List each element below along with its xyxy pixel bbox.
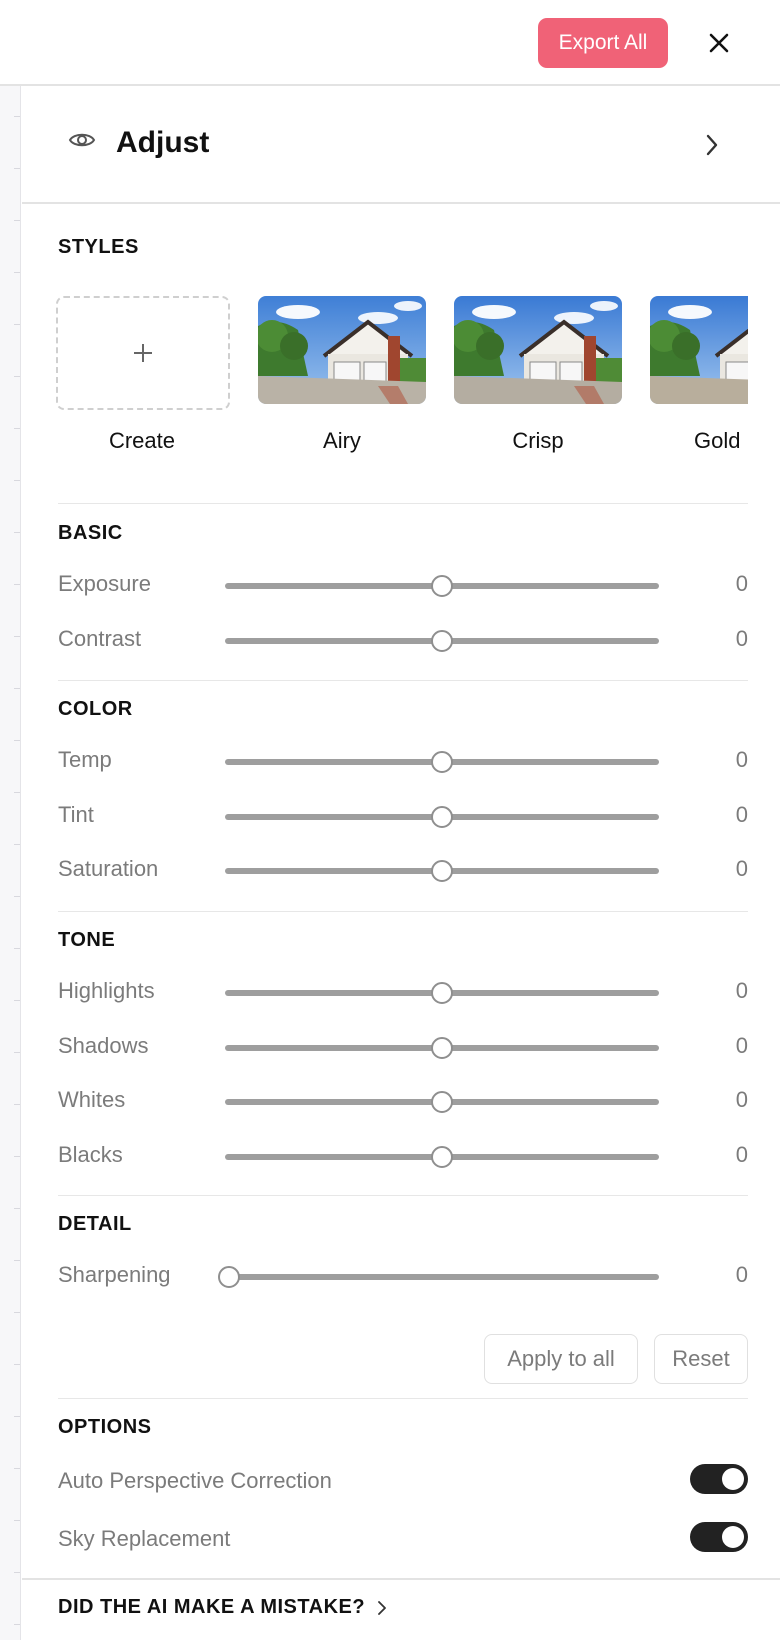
slider-shadows: [58, 1027, 748, 1067]
slider-exposure: [58, 565, 748, 605]
slider-highlights: [58, 972, 748, 1012]
slider-value: 0: [735, 625, 748, 651]
slider-label: Exposure: [58, 571, 151, 596]
slider-label: Highlights: [58, 978, 155, 1003]
slider-value: 0: [735, 801, 748, 827]
panel-footer: [22, 1578, 780, 1640]
tone-heading: TONE: [58, 929, 116, 951]
option-auto-perspective: [58, 1462, 748, 1502]
style-create[interactable]: [58, 296, 226, 453]
chevron-right-icon: [377, 1600, 387, 1616]
slider-value: 0: [735, 747, 748, 772]
slider-label: Contrast: [58, 625, 142, 651]
options-heading: OPTIONS: [58, 1416, 152, 1438]
close-icon: [708, 32, 730, 54]
panel-header: [22, 88, 780, 204]
slider-blacks: [58, 1136, 748, 1176]
background-tick: [14, 1000, 20, 1001]
apply-to-all-button[interactable]: Apply to all: [484, 1334, 638, 1384]
slider-handle[interactable]: [218, 1266, 240, 1288]
auto-perspective-toggle[interactable]: [690, 1464, 748, 1494]
style-gold[interactable]: [650, 296, 748, 466]
top-bar: [0, 0, 780, 86]
option-label: Auto Perspective Correction: [58, 1468, 332, 1493]
slider-handle[interactable]: [431, 751, 453, 773]
background-tick: [14, 1312, 20, 1313]
style-crisp[interactable]: [454, 296, 622, 453]
color-heading: COLOR: [58, 698, 133, 720]
slider-value: 0: [735, 856, 748, 881]
slider-handle[interactable]: [431, 1091, 453, 1113]
detail-heading: DETAIL: [58, 1213, 132, 1235]
divider: [58, 680, 748, 681]
slider-value: 0: [735, 1141, 748, 1167]
background-tick: [14, 168, 20, 169]
style-airy[interactable]: [258, 296, 426, 453]
slider-contrast: [58, 620, 748, 660]
background-tick: [14, 1520, 20, 1521]
background-tick: [14, 844, 20, 845]
slider-label: Saturation: [58, 856, 159, 881]
slider-label: Sharpening: [58, 1262, 171, 1287]
create-style-box[interactable]: [56, 296, 230, 410]
divider: [58, 1398, 748, 1399]
divider: [58, 911, 748, 912]
sky-replacement-toggle[interactable]: [690, 1522, 748, 1552]
slider-temp: [58, 741, 748, 781]
chevron-right-icon[interactable]: [704, 132, 720, 158]
background-tick: [14, 740, 20, 741]
export-all-button[interactable]: Export All: [538, 18, 668, 68]
background-tick: [14, 324, 20, 325]
style-thumbnail[interactable]: [650, 296, 748, 404]
slider-whites: [58, 1081, 748, 1121]
plus-icon: [132, 342, 154, 364]
option-label: Sky Replacement: [58, 1526, 231, 1551]
background-tick: [14, 1624, 20, 1625]
background-tick: [14, 1364, 20, 1365]
slider-value: 0: [735, 1087, 748, 1112]
background-tick: [14, 584, 20, 585]
background-tick: [14, 1104, 20, 1105]
report-mistake-label: DID THE AI MAKE A MISTAKE?: [58, 1596, 366, 1618]
background-tick: [14, 896, 20, 897]
styles-heading: STYLES: [58, 236, 139, 258]
background-tick: [14, 220, 20, 221]
slider-saturation: [58, 850, 748, 890]
background-tick: [14, 272, 20, 273]
background-tick: [14, 948, 20, 949]
background-tick: [14, 480, 20, 481]
background-tick: [14, 1156, 20, 1157]
background-tick: [14, 1052, 20, 1053]
divider: [58, 1195, 748, 1196]
slider-handle[interactable]: [431, 860, 453, 882]
close-button[interactable]: [700, 22, 738, 64]
background-tick: [14, 1572, 20, 1573]
slider-handle[interactable]: [431, 575, 453, 597]
reset-button[interactable]: Reset: [654, 1334, 748, 1384]
style-label: Crisp: [512, 428, 564, 453]
slider-label: Tint: [58, 801, 94, 827]
panel-title: Adjust: [116, 126, 210, 159]
slider-handle[interactable]: [431, 630, 453, 652]
slider-track[interactable]: [225, 1274, 659, 1280]
slider-value: 0: [735, 1032, 748, 1058]
style-label: Create: [108, 428, 176, 453]
slider-handle[interactable]: [431, 806, 453, 828]
slider-tint: [58, 796, 748, 836]
eye-icon[interactable]: [68, 130, 96, 150]
divider: [58, 503, 748, 504]
background-tick: [14, 1260, 20, 1261]
slider-value: 0: [735, 571, 748, 596]
background-tick: [14, 376, 20, 377]
background-tick: [14, 1468, 20, 1469]
background-page-edge: [0, 86, 21, 1640]
background-tick: [14, 1208, 20, 1209]
slider-label: Shadows: [58, 1032, 149, 1058]
style-label: Gold: [694, 428, 741, 453]
background-tick: [14, 428, 20, 429]
background-tick: [14, 792, 20, 793]
slider-label: Temp: [58, 747, 112, 772]
style-thumbnail[interactable]: [258, 296, 426, 404]
style-thumbnail[interactable]: [454, 296, 622, 404]
background-tick: [14, 116, 20, 117]
option-sky-replacement: [58, 1520, 748, 1560]
background-tick: [14, 636, 20, 637]
slider-value: 0: [735, 978, 748, 1003]
basic-heading: BASIC: [58, 522, 123, 544]
background-tick: [14, 532, 20, 533]
slider-value: 0: [735, 1262, 748, 1287]
slider-sharpening: [58, 1256, 748, 1296]
background-tick: [14, 688, 20, 689]
slider-label: Blacks: [58, 1141, 123, 1167]
adjust-panel: [22, 88, 780, 1640]
slider-handle[interactable]: [431, 1146, 453, 1168]
toggle-knob: [722, 1526, 744, 1548]
background-tick: [14, 1416, 20, 1417]
toggle-knob: [722, 1468, 744, 1490]
slider-handle[interactable]: [431, 982, 453, 1004]
slider-handle[interactable]: [431, 1037, 453, 1059]
slider-label: Whites: [58, 1087, 126, 1112]
style-label: Airy: [323, 428, 361, 453]
report-mistake-link[interactable]: [58, 1596, 387, 1619]
